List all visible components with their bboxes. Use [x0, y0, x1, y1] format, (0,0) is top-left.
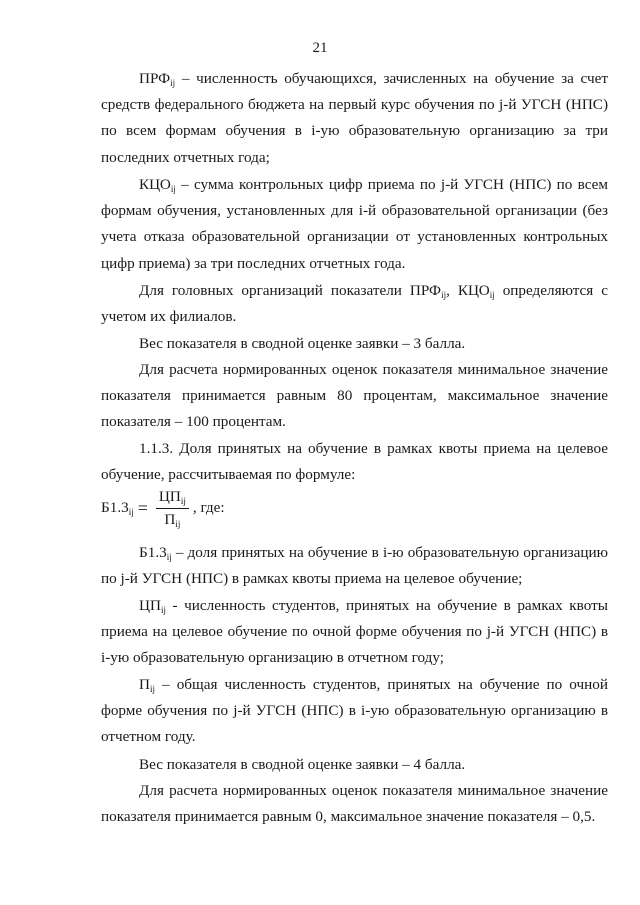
formula-b1-3 — [101, 486, 225, 530]
formula-denominator: $П_{ij}$ — [164, 510, 181, 529]
paragraph-weight-3: Вес показателя в сводной оценке заявки – 3 балла. — [139, 335, 466, 352]
paragraph-normalization-2: Для расчета нормированных оценок показателя минимальное значение показателя принимается равным 0, максимальное значение показателя – 0,5. — [101, 782, 608, 826]
paragraph-prf-definition: $ПРФ_{ij}$ – численность обучающихся, зачисленных на обучение за счет средств федерального бюджета на первый курс обучения по j-й УГСН (НПС) по всем формам обучения в i-ую образовательную организацию за три последних отчетных года; — [101, 70, 608, 166]
paragraph-kco-definition: $КЦО_{ij}$ – сумма контрольных цифр приема по j-й УГСН (НПС) по всем формам обучения, установленных для i-й образовательной организации (без учета отказа образовательной организации от установленных контрольных цифр приема) за три последних отчетных года. — [101, 176, 608, 272]
formula-lhs: $Б1.3_{ij}$ — [101, 499, 134, 517]
paragraph-section-1-1-3: 1.1.3. Доля принятых на обучение в рамках квоты приема на целевое обучение, рассчитываемая по формуле: — [101, 440, 608, 484]
formula-fraction — [156, 488, 189, 529]
paragraph-normalization-1: Для расчета нормированных оценок показателя минимальное значение показателя принимается равным 80 процентам, максимальное значение показателя – 100 процентам. — [101, 361, 608, 431]
formula-equals: = — [137, 497, 148, 518]
formula-tail: , где: — [192, 499, 225, 516]
paragraph-cp-definition: $ЦП_{ij}$ - численность студентов, принятых на обучение в рамках квоты приема на целевое обучение по очной форме обучения по j-й УГСН (НПС) в i-ую образовательную организацию в отчетном году; — [101, 597, 608, 667]
paragraph-weight-4: Вес показателя в сводной оценке заявки – 4 балла. — [139, 756, 466, 773]
page-number: 21 — [312, 40, 328, 56]
paragraph-b1-3-definition: $Б1.3_{ij}$ – доля принятых на обучение в i-ю образовательную организацию по j-й УГСН (НПС) в рамках квоты приема на целевое обучение; — [101, 544, 608, 588]
paragraph-p-definition: $П_{ij}$ – общая численность студентов, принятых на обучение по очной форме обучения по j-й УГСН (НПС) в i-ую образовательную организацию в отчетном году. — [101, 676, 608, 746]
paragraph-head-organizations: Для головных организаций показатели $ПРФ_{ij}$, $КЦО_{ij}$ определяются с учетом их филиалов. — [101, 282, 609, 326]
formula-numerator: $ЦП_{ij}$ — [158, 487, 186, 506]
